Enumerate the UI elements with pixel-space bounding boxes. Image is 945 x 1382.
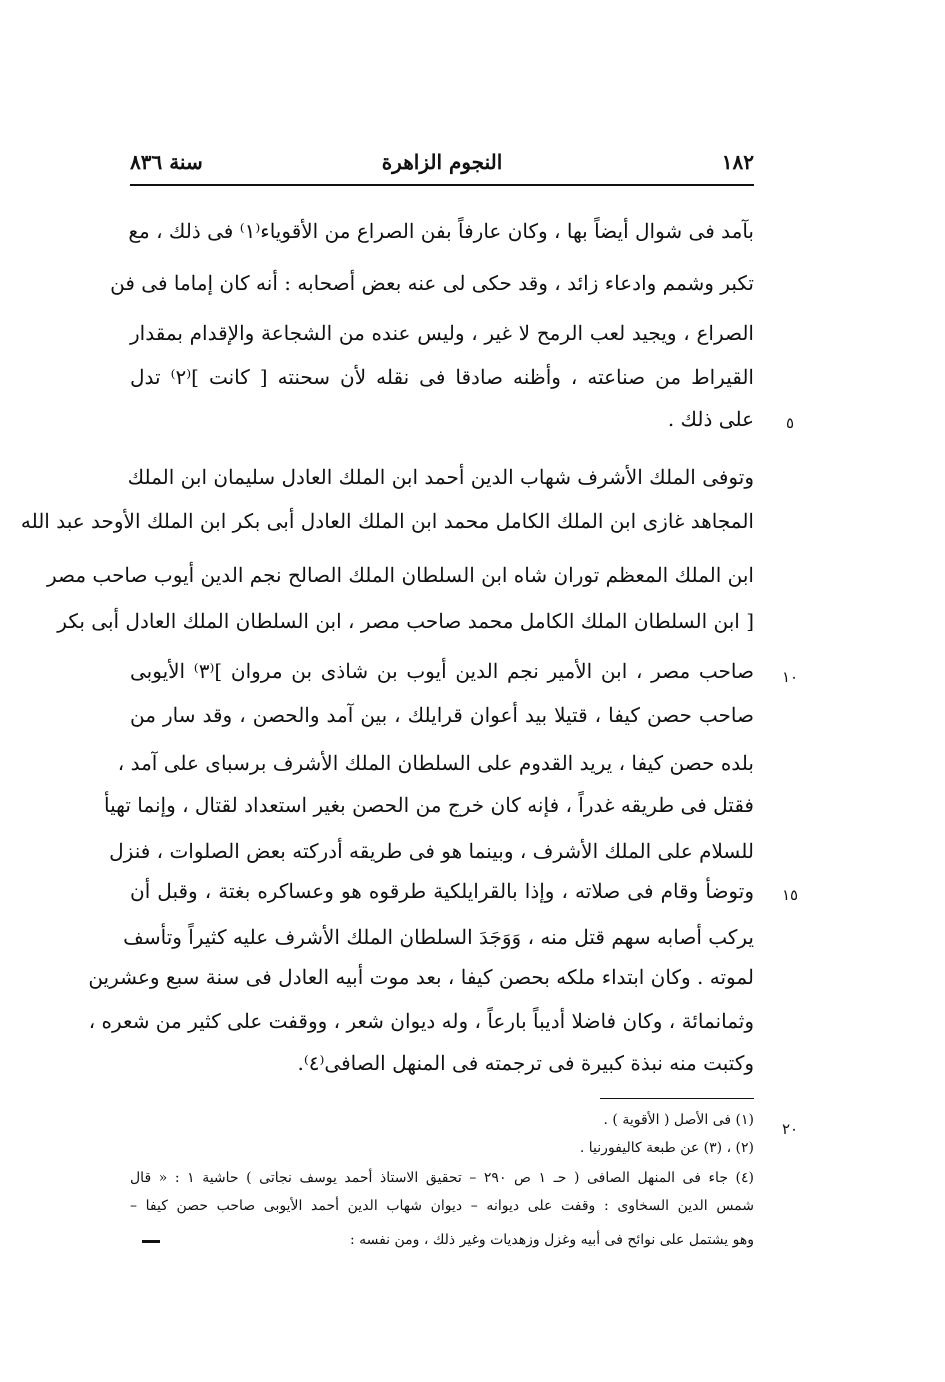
text-line: المجاهد غازى ابن الملك الكامل محمد ابن الملك العادل أبى بكر ابن الملك الأوحد عبد الله	[20, 509, 754, 533]
running-header	[130, 150, 754, 180]
text-line: وثمانمائة ، وكان فاضلا أديباً بارعاً ، وله ديوان شعر ، ووقفت على كثير من شعره ،	[88, 1009, 754, 1033]
footnote: (٢) ، (٣) عن طبعة كاليفورنيا .	[579, 1140, 754, 1156]
footnote-rule	[600, 1098, 754, 1099]
text-line: ابن الملك المعظم توران شاه ابن السلطان الملك الصالح نجم الدين أيوب صاحب مصر	[46, 563, 754, 587]
text-line: للسلام على الملك الأشرف ، وبينما هو فى طريقه أدركته بعض الصلوات ، فنزل	[109, 839, 754, 863]
text-line: القيراط من صناعته ، وأظنه صادقا فى نقله لأن سحنته [ كانت ]⁽٢⁾ تدل	[130, 365, 754, 389]
footnote: شمس الدين السخاوى : وقفت على ديوانه – ديوان شهاب الدين أحمد الأيوبى صاحب حصن كيفا –	[130, 1198, 754, 1214]
text-line: فقتل فى طريقه غدراً ، فإنه كان خرج من الحصن بغير استعداد لقتال ، وإنما تهيأ	[104, 793, 754, 817]
line-number-marker: ١٥	[781, 886, 799, 904]
text-line: على ذلك .	[667, 407, 754, 431]
text-line: بآمد فى شوال أيضاً بها ، وكان عارفاً بفن الصراع من الأقوياء⁽١⁾ فى ذلك ، مع	[128, 219, 754, 243]
text-line: وكتبت منه نبذة كبيرة فى ترجمته فى المنهل الصافى⁽٤⁾.	[297, 1051, 754, 1075]
text-line: لموته . وكان ابتداء ملكه بحصن كيفا ، بعد موت أبيه العادل فى سنة سبع وعشرين	[88, 965, 754, 989]
text-line: بلده حصن كيفا ، يريد القدوم على السلطان الملك الأشرف برسباى على آمد ،	[117, 751, 754, 775]
text-line: صاحب مصر ، ابن الأمير نجم الدين أيوب بن شاذى بن مروان ]⁽٣⁾ الأيوبى	[130, 659, 754, 683]
continuation-dash	[142, 1240, 160, 1243]
header-rule	[130, 184, 754, 186]
line-number-marker: ٢٠	[781, 1120, 799, 1138]
text-line: تكبر وشمم وادعاء زائد ، وقد حكى لى عنه بعض أصحابه : أنه كان إماما فى فن	[110, 271, 754, 295]
line-number-marker: ١٠	[781, 668, 799, 686]
text-line: [ ابن السلطان الملك الكامل محمد صاحب مصر ، ابن السلطان الملك العادل أبى بكر	[57, 609, 754, 633]
footnote: وهو يشتمل على نوائح فى أبيه وغزل وزهديات وغير ذلك ، ومن نفسه :	[349, 1232, 754, 1248]
footnote: (١) فى الأصل ( الأقوية ) .	[603, 1112, 754, 1128]
text-line: الصراع ، ويجيد لعب الرمح لا غير ، وليس عنده من الشجاعة والإقدام بمقدار	[130, 321, 754, 345]
line-number-marker: ٥	[785, 414, 795, 432]
year-label: سنة ٨٣٦	[130, 150, 203, 174]
text-line: صاحب حصن كيفا ، قتيلا بيد أعوان قرايلك ، بين آمد والحصن ، وقد سار من	[130, 703, 754, 727]
book-title: النجوم الزاهرة	[381, 150, 503, 174]
page-number: ١٨٢	[721, 150, 754, 174]
text-line: وتوفى الملك الأشرف شهاب الدين أحمد ابن الملك العادل سليمان ابن الملك	[127, 465, 754, 489]
text-line: وتوضأ وقام فى صلاته ، وإذا بالقرايلكية طرقوه هو وعساكره بغتة ، وقبل أن	[130, 879, 754, 903]
footnote: (٤) جاء فى المنهل الصافى ( حـ ١ ص ٢٩٠ – تحقيق الاستاذ أحمد يوسف نجاتى ) حاشية ١ : « قال	[130, 1170, 755, 1186]
text-line: يركب أصابه سهم قتل منه ، وَوَجَدَ السلطان الملك الأشرف عليه كثيراً وتأسف	[123, 925, 754, 949]
